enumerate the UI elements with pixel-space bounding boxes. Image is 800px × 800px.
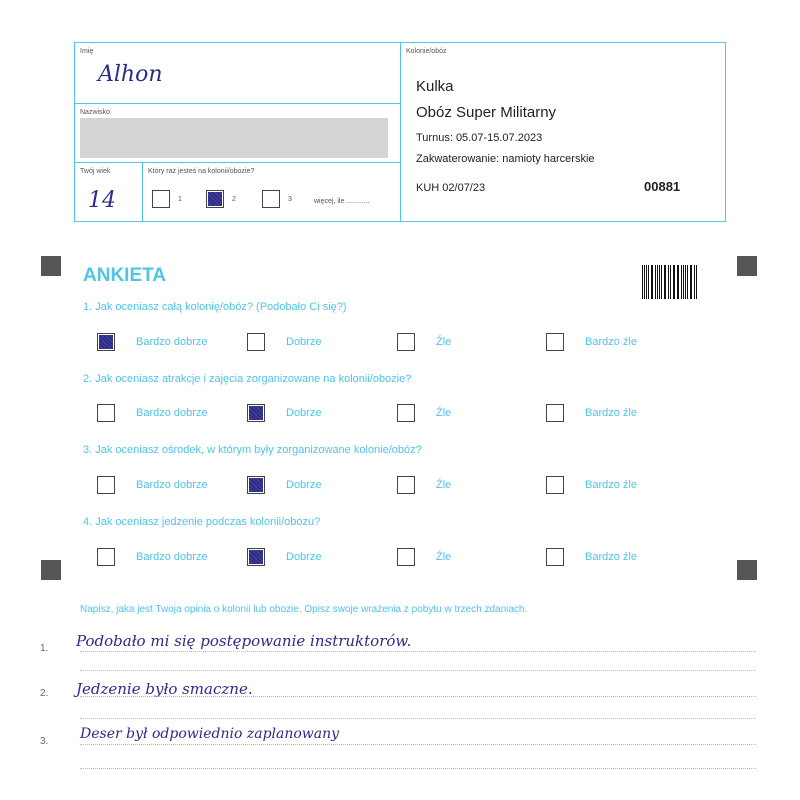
question-4-option-2-checkbox[interactable] [247,548,265,566]
question-4-option-3-checkbox[interactable] [397,548,415,566]
question-3-option-1-label: Bardzo dobrze [136,479,208,491]
barcode-bar [687,265,688,299]
question-3-option-4-label: Bardzo źle [585,479,637,491]
opinion-line-1b [80,670,756,671]
header-divider-1 [74,103,400,104]
question-2-option-2-checkbox[interactable] [247,404,265,422]
header-divider-vertical [400,42,401,222]
wiek-value[interactable]: 14 [88,188,116,213]
question-1-option-3-label: Źle [436,336,452,348]
question-3-option-1-checkbox[interactable] [97,476,115,494]
barcode-bar [648,265,649,299]
question-4-option-2-label: Dobrze [286,551,322,563]
opinion-line-2b [80,718,756,719]
question-2-text: 2. Jak oceniasz atrakcje i zajęcia zorganizowane na kolonii/obozie? [83,373,412,385]
opinion-line-1-number: 1. [40,643,49,654]
nazwisko-label: Nazwisko [80,109,110,116]
question-3-option-3-label: Źle [436,479,452,491]
opinion-line-2 [80,696,756,697]
barcode-bar [668,265,669,299]
barcode-bar [681,265,682,299]
question-4-option-3-label: Źle [436,551,452,563]
registration-mark-bottom-right [737,560,757,580]
question-2-option-4-checkbox[interactable] [546,404,564,422]
imie-label: Imię [80,48,94,55]
opinion-line-1-text[interactable]: Podobało mi się postępowanie instruktorów. [76,632,412,650]
ktory-raz-label: Który raz jesteś na kolonii/obozie? [148,168,255,175]
ktory-raz-option-3: 3 [288,196,292,203]
question-1-option-4-checkbox[interactable] [546,333,564,351]
question-2-option-4-label: Bardzo źle [585,407,637,419]
question-1-option-4-label: Bardzo źle [585,336,637,348]
question-4-option-4-checkbox[interactable] [546,548,564,566]
ktory-raz-option-1: 1 [178,196,182,203]
opinion-line-3-number: 3. [40,736,49,747]
opinion-line-3-text[interactable]: Deser był odpowiednio zaplanowany [80,726,340,742]
question-3-text: 3. Jak oceniasz ośrodek, w którym były zorganizowane kolonie/obóz? [83,444,422,456]
question-1-text: 1. Jak oceniasz całą kolonię/obóz? (Podobało Ci się?) [83,301,347,313]
ktory-raz-checkbox-2[interactable] [206,190,224,208]
registration-mark-bottom-left [41,560,61,580]
question-1-option-3-checkbox[interactable] [397,333,415,351]
barcode-bar [677,265,678,299]
barcode-bar [642,265,643,299]
question-3-option-2-checkbox[interactable] [247,476,265,494]
document-number: 00881 [644,179,681,194]
question-2-option-1-label: Bardzo dobrze [136,407,208,419]
opinion-line-1 [80,651,756,652]
nazwisko-redacted [80,118,388,158]
ktory-raz-option-2: 2 [232,196,236,203]
question-1-option-2-checkbox[interactable] [247,333,265,351]
question-4-option-1-checkbox[interactable] [97,548,115,566]
question-1-option-1-checkbox[interactable] [97,333,115,351]
question-2-option-3-checkbox[interactable] [397,404,415,422]
wiek-label: Twój wiek [80,168,111,175]
registration-mark-top-right [737,256,757,276]
question-2-option-1-checkbox[interactable] [97,404,115,422]
document-code: KUH 02/07/23 [416,182,486,194]
opinion-line-3b [80,768,756,769]
camp-type: Obóz Super Militarny [416,104,557,121]
barcode-bar [659,265,660,299]
question-4-option-1-label: Bardzo dobrze [136,551,208,563]
header-divider-2 [74,162,400,163]
question-3-option-4-checkbox[interactable] [546,476,564,494]
ktory-raz-checkbox-1[interactable] [152,190,170,208]
survey-title: ANKIETA [83,265,167,286]
question-2-option-2-label: Dobrze [286,407,322,419]
question-3-option-3-checkbox[interactable] [397,476,415,494]
barcode-bar [652,265,653,299]
opinion-line-2-number: 2. [40,688,49,699]
question-1-option-2-label: Dobrze [286,336,322,348]
registration-mark-top-left [41,256,61,276]
zakwaterowanie: Zakwaterowanie: namioty harcerskie [416,153,595,165]
opinion-line-2-text[interactable]: Jedzenie było smaczne. [76,680,253,698]
question-3-option-2-label: Dobrze [286,479,322,491]
turnus: Turnus: 05.07-15.07.2023 [416,132,543,144]
barcode-bar [665,265,666,299]
header-divider-3 [142,162,143,222]
ktory-raz-more: więcej, ile ............ [314,198,370,205]
question-4-text: 4. Jak oceniasz jedzenie podczas kolonii/obozu? [83,516,321,528]
question-4-option-4-label: Bardzo źle [585,551,637,563]
ktory-raz-checkbox-3[interactable] [262,190,280,208]
kolonie-label: Kolonie/obóz [406,48,447,55]
opinion-line-3 [80,744,756,745]
barcode-bar [691,265,692,299]
camp-name: Kulka [416,78,454,95]
barcode [642,265,698,299]
question-1-option-1-label: Bardzo dobrze [136,336,208,348]
opinion-prompt: Napisz, jaka jest Twoja opinia o kolonii lub obozie. Opisz swoje wrażenia z pobytu w trzech zdaniach. [80,604,528,615]
imie-value[interactable]: Alhon [98,62,163,87]
question-2-option-3-label: Źle [436,407,452,419]
